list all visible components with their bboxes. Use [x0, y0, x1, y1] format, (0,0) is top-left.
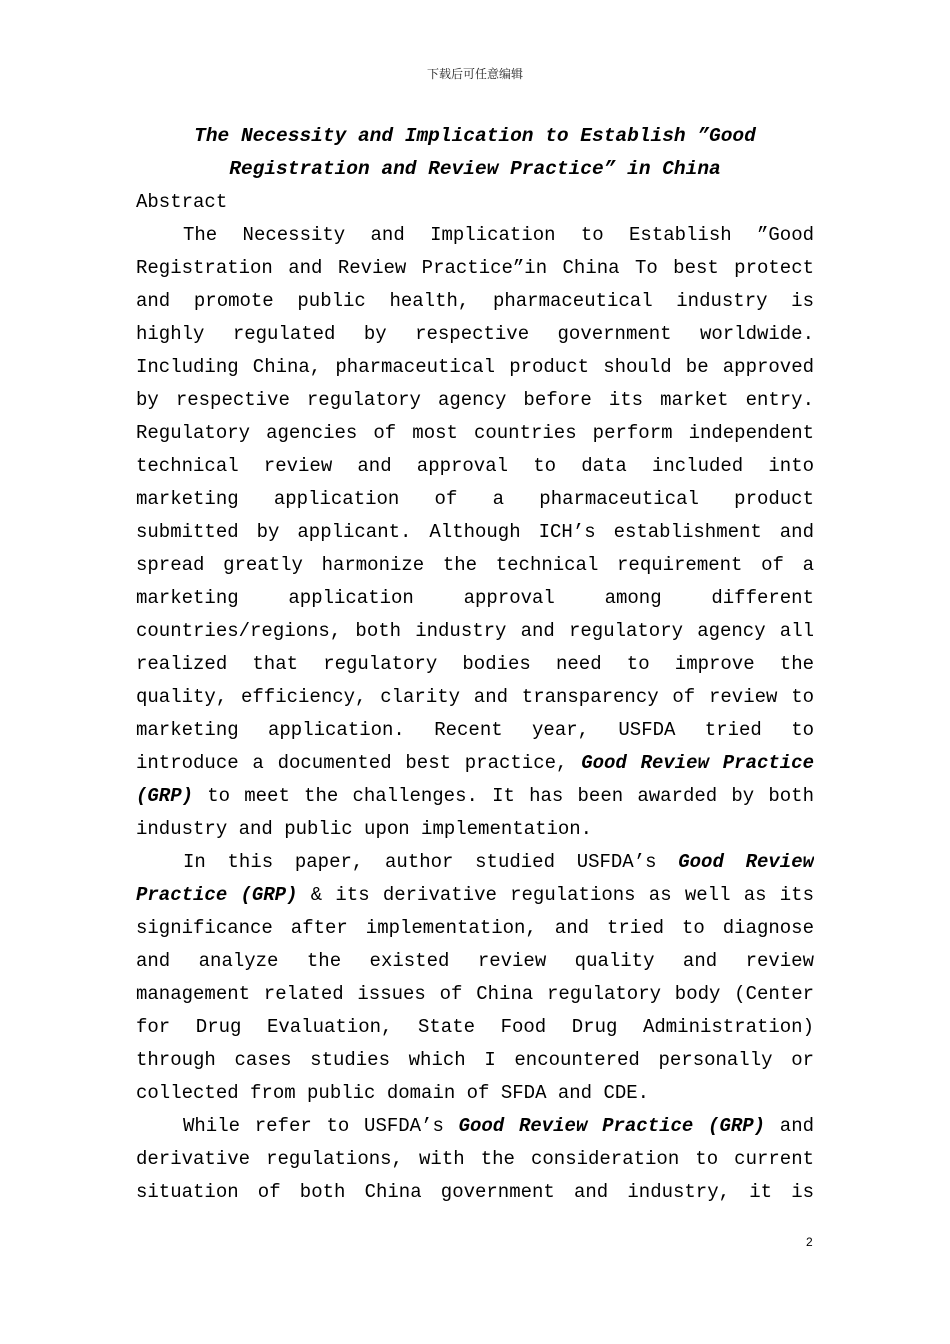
text-run: derivative regulations, with the consideration to current [136, 1148, 814, 1170]
emphasized-term: (GRP) [136, 785, 194, 807]
text-run: In this paper, author studied USFDA’s [183, 851, 679, 873]
paragraph-line [136, 219, 814, 252]
emphasized-term: Good Review [678, 851, 814, 873]
paragraph-line [136, 450, 814, 483]
text-run: management related issues of China regulatory body (Center [136, 983, 814, 1005]
emphasized-term: Good Review Practice [581, 752, 814, 774]
paragraph [136, 846, 814, 1110]
text-run: While refer to USFDA’s [183, 1115, 459, 1137]
text-run: to meet the challenges. It has been awarded by both [193, 785, 814, 807]
paragraph-line [136, 516, 814, 549]
paragraph-line [136, 879, 814, 912]
paragraph-line [136, 912, 814, 945]
text-run: significance after implementation, and tried to diagnose [136, 917, 814, 939]
paragraph-line [136, 318, 814, 351]
text-run: & its derivative regulations as well as its [297, 884, 814, 906]
text-run: introduce a documented best practice, [136, 752, 582, 774]
paragraph-line [136, 945, 814, 978]
title-line-1: The Necessity and Implication to Establish ”Good [194, 125, 756, 147]
paragraph-line [136, 1176, 814, 1209]
paragraph-line [136, 549, 814, 582]
header-note: 下载后可任意编辑 [426, 67, 523, 81]
text-run: quality, efficiency, clarity and transparency of review to [136, 686, 814, 708]
paragraph-line [136, 813, 814, 846]
text-run: and analyze the existed review quality and review [136, 950, 814, 972]
text-run: Including China, pharmaceutical product should be approved [136, 356, 814, 378]
text-run: through cases studies which I encountered personally or [136, 1049, 814, 1071]
paragraph-line [136, 483, 814, 516]
abstract-body [136, 219, 814, 1209]
text-run: by respective regulatory agency before its market entry. [136, 389, 814, 411]
paragraph-line [136, 1011, 814, 1044]
paragraph-line [136, 1110, 814, 1143]
emphasized-term: Practice (GRP) [136, 884, 298, 906]
paragraph [136, 219, 814, 846]
paragraph [136, 1110, 814, 1209]
text-run: and [765, 1115, 814, 1137]
text-run: marketing application. Recent year, USFDA tried to [136, 719, 814, 741]
paragraph-line [136, 615, 814, 648]
text-run: Regulatory agencies of most countries perform independent [136, 422, 814, 444]
text-run: marketing application approval among different [136, 587, 814, 609]
text-run: highly regulated by respective government worldwide. [136, 323, 814, 345]
text-run: countries/regions, both industry and regulatory agency all [136, 620, 814, 642]
emphasized-term: Good Review Practice (GRP) [458, 1115, 766, 1137]
text-run: submitted by applicant. Although ICH’s establishment and [136, 521, 814, 543]
text-run: situation of both China government and industry, it is [136, 1181, 814, 1203]
text-run: spread greatly harmonize the technical requirement of a [136, 554, 814, 576]
paragraph-line [136, 351, 814, 384]
text-run: realized that regulatory bodies need to improve the [136, 653, 814, 675]
text-run: industry and public upon implementation. [136, 818, 593, 840]
paragraph-line [136, 1077, 814, 1110]
paragraph-line [136, 1044, 814, 1077]
text-run: collected from public domain of SFDA and CDE. [136, 1082, 650, 1104]
paragraph-line [136, 252, 814, 285]
page-content [136, 120, 814, 1209]
paragraph-line [136, 1143, 814, 1176]
paragraph-line [136, 846, 814, 879]
paragraph-line [136, 747, 814, 780]
abstract-heading: Abstract [136, 191, 228, 213]
text-run: marketing application of a pharmaceutical product [136, 488, 814, 510]
paragraph-line [136, 417, 814, 450]
text-run: The Necessity and Implication to Establish ”Good [183, 224, 814, 246]
title-line-2: Registration and Review Practice” in China [229, 158, 721, 180]
paragraph-line [136, 978, 814, 1011]
paragraph-line [136, 780, 814, 813]
text-run: for Drug Evaluation, State Food Drug Administration) [136, 1016, 814, 1038]
text-run: and promote public health, pharmaceutical industry is [136, 290, 814, 312]
text-run: Registration and Review Practice”in China To best protect [136, 257, 814, 279]
paragraph-line [136, 714, 814, 747]
paragraph-line [136, 582, 814, 615]
text-run: technical review and approval to data included into [136, 455, 814, 477]
paragraph-line [136, 648, 814, 681]
paragraph-line [136, 384, 814, 417]
paragraph-line [136, 285, 814, 318]
paragraph-line [136, 681, 814, 714]
page-number: 2 [806, 1235, 813, 1249]
